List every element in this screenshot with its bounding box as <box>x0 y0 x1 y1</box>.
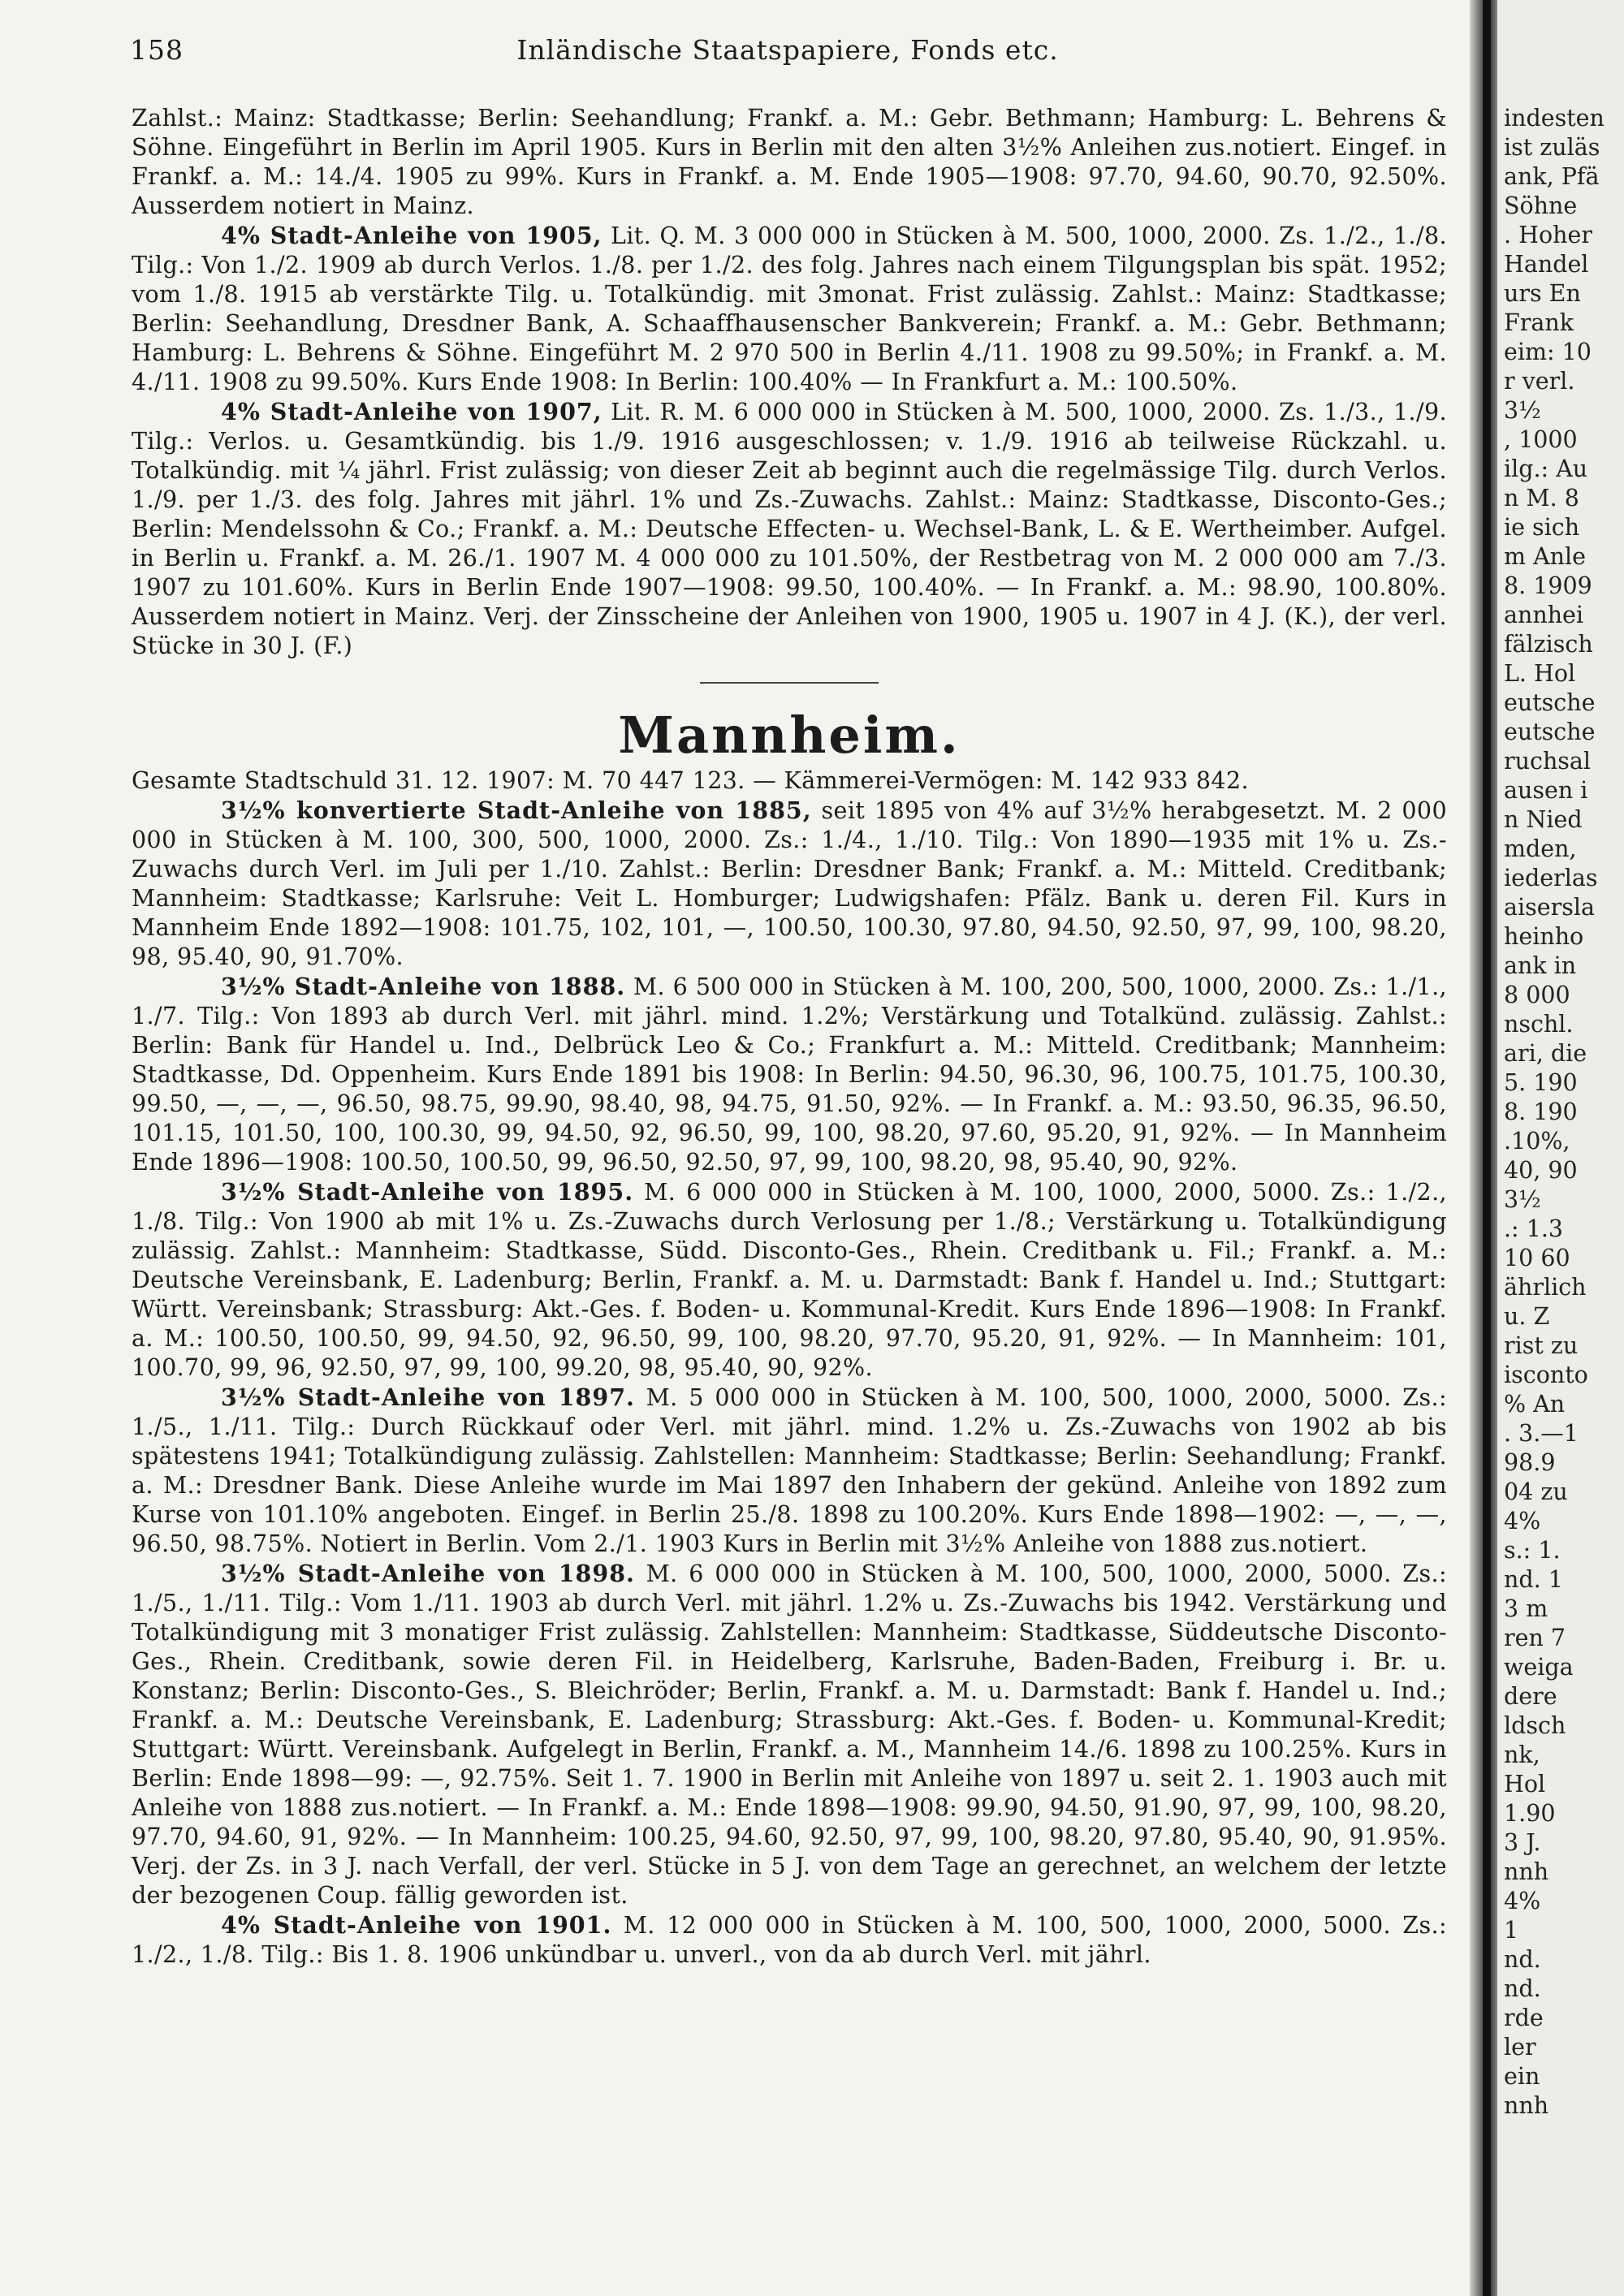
fragment-line: mden, <box>1504 835 1577 862</box>
fragment-line: ährlich <box>1504 1274 1587 1301</box>
loan-text: M. 6 000 000 in Stücken à M. 100, 1000, 2000, 5000. Zs.: 1./2., 1./8. Tilg.: Von 1900 ab mit 1% u. Zs.-Zuwachs durch Verlosung per 1./8.; Verstärkung u. Totalkündigung zulässig. Zahlst.: Mannheim: Stadtkasse, Südd. Disconto-Ges., Rhein. Creditbank u. Fil.; Frankf. a. M.: Deutsche Vereinsbank, E. Ladenburg; Berlin, Frankf. a. M. u. Darmstadt: Bank f. Handel u. Ind.; Stuttgart: Württ. Vereinsbank; Strassburg: Akt.-Ges. f. Boden- u. Kommunal-Kredit. Kurs Ende 1896—1908: In Frankf. a. M.: 100.50, 100.50, 99, 94.50, 92, 96.50, 99, 100, 98.20, 97.70, 95.20, 91, 92%. — In Mannheim: 101, 100.70, 99, 96, 92.50, 97, 99, 100, 99.20, 98, 95.40, 90, 92%. <box>132 1179 1447 1381</box>
fragment-line: eutsche <box>1504 689 1596 716</box>
fragment-line: . 3.—1 <box>1504 1420 1579 1447</box>
fragment-line: 5. 190 <box>1504 1069 1578 1096</box>
fragment-line: ank, Pfä <box>1504 163 1600 190</box>
facing-page-edge <box>1497 0 1624 2296</box>
fragment-line: 1.90 <box>1504 1800 1556 1827</box>
fragment-line: ruchsal <box>1504 748 1592 775</box>
fragment-line: u. Z <box>1504 1303 1550 1330</box>
fragment-line: ren 7 <box>1504 1625 1566 1651</box>
fragment-line: urs En <box>1504 280 1581 307</box>
page-body <box>132 104 1447 1970</box>
page-header <box>130 34 1445 70</box>
fragment-line: dere <box>1504 1683 1557 1710</box>
page-number: 158 <box>130 34 184 66</box>
fragment-line: isconto <box>1504 1362 1588 1388</box>
fragment-line: nd. 1 <box>1504 1566 1563 1593</box>
fragment-line: ausen i <box>1504 777 1588 804</box>
mannheim-intro: Gesamte Stadtschuld 31. 12. 1907: M. 70 447 123. — Kämmerei-Vermögen: M. 142 933 842. <box>132 767 1249 794</box>
fragment-line: eutsche <box>1504 719 1596 745</box>
loan-heading: 4% Stadt-Anleihe von 1901. <box>221 1911 612 1939</box>
fragment-line: r verl. <box>1504 368 1575 395</box>
mannheim-loan-1897 <box>132 1383 1447 1559</box>
fragment-line: 10 60 <box>1504 1245 1570 1271</box>
loan-heading: 3½% Stadt-Anleihe von 1888. <box>221 973 626 1000</box>
fragment-line: iederlas <box>1504 865 1598 891</box>
fragment-line: nd. <box>1504 1946 1541 1973</box>
loan-text: Lit. R. M. 6 000 000 in Stücken à M. 500, 1000, 2000. Zs. 1./3., 1./9. Tilg.: Verlos. u. Gesamtkündig. bis 1./9. 1916 ausgeschlossen; v. 1./9. 1916 ab teilweise Rückzahl. u. Totalkündig. mit ¼ jährl. Frist zulässig; von dieser Zeit ab beginnt auch die regelmässige Tilg. durch Verlos. 1./9. per 1./3. des folg. Jahres mit jährl. 1% und Zs.-Zuwachs. Zahlst.: Mainz: Stadtkasse, Disconto-Ges.; Berlin: Mendelssohn & Co.; Frankf. a. M.: Deutsche Effecten- u. Wechsel-Bank, L. & E. Wertheimber. Aufgel. in Berlin u. Frankf. a. M. 26./1. 1907 M. 4 000 000 zu 101.50%, der Restbetrag von M. 2 000 000 am 7./3. 1907 zu 101.60%. Kurs in Berlin Ende 1907—1908: 99.50, 100.40%. — In Frankf. a. M.: 98.90, 100.80%. Ausserdem notiert in Mainz. Verj. der Zinsscheine der Anleihen von 1900, 1905 u. 1907 in 4 J. (K.), der verl. Stücke in 30 J. (F.) <box>132 399 1447 659</box>
city-heading-mannheim: Mannheim. <box>618 706 961 765</box>
loan-heading: 3½% konvertierte Stadt-Anleihe von 1885, <box>221 796 812 824</box>
fragment-line: n M. 8 <box>1504 485 1579 511</box>
loan-heading: 3½% Stadt-Anleihe von 1897. <box>221 1383 635 1411</box>
fragment-line: heinho <box>1504 923 1584 950</box>
fragment-line: , 1000 <box>1504 426 1578 453</box>
mainz-loan-1905 <box>132 221 1447 397</box>
loan-text: M. 6 000 000 in Stücken à M. 100, 500, 1000, 2000, 5000. Zs.: 1./5., 1./11. Tilg.: Vom 1./11. 1903 ab durch Verl. mit jährl. 1.2% u. Zs.-Zuwachs bis 1942. Verstärkung und Totalkündigung mit 3 monatiger Frist zulässig. Zahlstellen: Mannheim: Stadtkasse, Süddeutsche Disconto-Ges., Rhein. Creditbank, sowie deren Fil. in Heidelberg, Karlsruhe, Baden-Baden, Freiburg i. Br. u. Konstanz; Berlin: Disconto-Ges., S. Bleichröder; Berlin, Frankf. a. M. u. Darmstadt: Bank f. Handel u. Ind.; Frankf. a. M.: Deutsche Vereinsbank, E. Ladenburg; Strassburg: Akt.-Ges. f. Boden- u. Kommunal-Kredit; Stuttgart: Württ. Vereinsbank. Aufgelegt in Berlin, Frankf. a. M., Mannheim 14./6. 1898 zu 100.25%. Kurs in Berlin: Ende 1898—99: —, 92.75%. Seit 1. 7. 1900 in Berlin mit Anleihe von 1897 u. seit 2. 1. 1903 auch mit Anleihe von 1888 zus.notiert. — In Frankf. a. M.: Ende 1898—1908: 99.90, 94.50, 91.90, 97, 99, 100, 98.20, 97.70, 94.60, 91, 92%. — In Mannheim: 100.25, 94.60, 92.50, 97, 99, 100, 98.20, 97.80, 95.40, 90, 91.95%. Verj. der Zs. in 3 J. nach Verfall, der verl. Stücke in 5 J. von dem Tage an gerechnet, an welchem der letzte der bezogenen Coup. fällig geworden ist. <box>132 1560 1447 1909</box>
fragment-line: s.: 1. <box>1504 1537 1561 1564</box>
running-title: Inländische Staatspapiere, Fonds etc. <box>516 34 1059 66</box>
fragment-line: % An <box>1504 1391 1566 1418</box>
loan-heading: 4% Stadt-Anleihe von 1905, <box>221 222 603 249</box>
fragment-line: nnh <box>1504 2092 1549 2119</box>
mannheim-loan-1901 <box>132 1910 1447 1970</box>
section-divider <box>700 682 879 684</box>
fragment-line: ist zuläs <box>1504 134 1600 161</box>
fragment-line: indesten <box>1504 105 1605 132</box>
fragment-line: ler <box>1504 2034 1536 2061</box>
mainz-paragraph-zahlstellen: Zahlst.: Mainz: Stadtkasse; Berlin: Seehandlung; Frankf. a. M.: Gebr. Bethmann; Hamburg: L. Behrens & Söhne. Eingeführt in Berlin im April 1905. Kurs in Berlin mit den alten 3½% Anleihen zus.notiert. Eingef. in Frankf. a. M.: 14./4. 1905 zu 99%. Kurs in Frankf. a. M. Ende 1905—1908: 97.70, 94.60, 90.70, 92.50%. Ausserdem notiert in Mainz. <box>132 105 1447 219</box>
fragment-line: .10%, <box>1504 1128 1570 1154</box>
fragment-line: nd. <box>1504 1975 1541 2002</box>
fragment-line: ldsch <box>1504 1712 1566 1739</box>
fragment-line: 40, 90 <box>1504 1157 1578 1184</box>
fragment-line: n Nied <box>1504 806 1583 833</box>
mannheim-loan-1895 <box>132 1177 1447 1383</box>
fragment-line: Frank <box>1504 309 1574 336</box>
fragment-line: nk, <box>1504 1741 1540 1768</box>
fragment-line: 4% <box>1504 1508 1541 1534</box>
loan-text: M. 12 000 000 in Stücken à M. 100, 500, 1000, 2000, 5000. Zs.: 1./2., 1./8. Tilg.: Bis 1. 8. 1906 unkündbar u. unverl., von da ab durch Verl. mit jährl. <box>132 1912 1447 1968</box>
fragment-line: .: 1.3 <box>1504 1215 1564 1242</box>
fragment-line: 04 zu <box>1504 1478 1568 1505</box>
fragment-line: rde <box>1504 2005 1544 2031</box>
fragment-line: aisersla <box>1504 894 1595 921</box>
fragment-line: 3 J. <box>1504 1829 1541 1856</box>
loan-heading: 4% Stadt-Anleihe von 1907, <box>221 398 603 425</box>
fragment-line: 3 m <box>1504 1595 1548 1622</box>
loan-text: M. 6 500 000 in Stücken à M. 100, 200, 500, 1000, 2000. Zs.: 1./1., 1./7. Tilg.: Von 1893 ab durch Verl. mit jährl. mind. 1.2%; Verstärkung und Totalkünd. zulässig. Zahlst.: Berlin: Bank für Handel u. Ind., Delbrück Leo & Co.; Frankfurt a. M.: Mitteld. Creditbank; Mannheim: Stadtkasse, Dd. Oppenheim. Kurs Ende 1891 bis 1908: In Berlin: 94.50, 96.30, 96, 100.75, 101.75, 100.30, 99.50, —, —, —, 96.50, 98.75, 99.90, 98.40, 98, 94.75, 91.50, 92%. — In Frankf. a. M.: 93.50, 96.35, 96.50, 101.15, 101.50, 100, 100.30, 99, 94.50, 92, 96.50, 99, 100, 98.20, 97.60, 95.20, 91, 92%. — In Mannheim Ende 1896—1908: 100.50, 100.50, 99, 96.50, 92.50, 97, 99, 100, 98.20, 98, 95.40, 90, 92%. <box>132 973 1447 1176</box>
fragment-line: ilg.: Au <box>1504 455 1588 482</box>
fragment-line: ie sich <box>1504 514 1580 541</box>
mannheim-loan-1888 <box>132 972 1447 1177</box>
fragment-line: 1 <box>1504 1917 1519 1944</box>
fragment-line: L. Hol <box>1504 660 1576 687</box>
mainz-loan-1907 <box>132 397 1447 661</box>
loan-text: seit 1895 von 4% auf 3½% herabgesetzt. M. 2 000 000 in Stücken à M. 100, 300, 500, 1000, 2000. Zs.: 1./4., 1./10. Tilg.: Von 1890—1935 mit 1% u. Zs.-Zuwachs durch Verl. im Juli per 1./10. Zahlst.: Berlin: Dresdner Bank; Frankf. a. M.: Mitteld. Creditbank; Mannheim: Stadtkasse; Karlsruhe: Veit L. Homburger; Ludwigshafen: Pfälz. Bank u. deren Fil. Kurs in Mannheim Ende 1892—1908: 101.75, 102, 101, —, 100.50, 100.30, 97.80, 94.50, 92.50, 97, 99, 100, 98.20, 98, 95.40, 90, 91.70%. <box>132 797 1447 970</box>
fragment-line: Hol <box>1504 1771 1546 1798</box>
fragment-line: ari, die <box>1504 1040 1587 1067</box>
fragment-line: fälzisch <box>1504 631 1593 658</box>
fragment-line: weiga <box>1504 1654 1574 1681</box>
fragment-line: 8 000 <box>1504 982 1570 1008</box>
fragment-line: ein <box>1504 2063 1540 2090</box>
mannheim-loan-1885 <box>132 796 1447 972</box>
fragment-line: m Anle <box>1504 543 1587 570</box>
fragment-line: eim: 10 <box>1504 339 1592 365</box>
fragment-line: Söhne <box>1504 192 1578 219</box>
loan-heading: 3½% Stadt-Anleihe von 1898. <box>221 1560 635 1587</box>
fragment-line: nschl. <box>1504 1011 1574 1038</box>
fragment-line: 4% <box>1504 1888 1541 1914</box>
fragment-line: Handel <box>1504 251 1589 278</box>
fragment-line: . Hoher <box>1504 222 1592 248</box>
loan-heading: 3½% Stadt-Anleihe von 1895. <box>221 1178 634 1206</box>
fragment-line: annhei <box>1504 602 1584 628</box>
loan-text: Lit. Q. M. 3 000 000 in Stücken à M. 500, 1000, 2000. Zs. 1./2., 1./8. Tilg.: Von 1./2. 1909 ab durch Verlos. 1./8. per 1./2. des folg. Jahres nach einem Tilgungsplan bis spät. 1952; vom 1./8. 1915 ab verstärkte Tilg. u. Totalkündig. mit 3monat. Frist zulässig. Zahlst.: Mainz: Stadtkasse; Berlin: Seehandlung, Dresdner Bank, A. Schaaffhausenscher Bankverein; Frankf. a. M.: Gebr. Bethmann; Hamburg: L. Behrens & Söhne. Eingeführt M. 2 970 500 in Berlin 4./11. 1908 zu 99.50%; in Frankf. a. M. 4./11. 1908 zu 99.50%. Kurs Ende 1908: In Berlin: 100.40% — In Frankfurt a. M.: 100.50%. <box>132 222 1447 395</box>
loan-text: M. 5 000 000 in Stücken à M. 100, 500, 1000, 2000, 5000. Zs.: 1./5., 1./11. Tilg.: Durch Rückkauf oder Verl. mit jährl. mind. 1.2% u. Zs.-Zuwachs von 1902 ab bis spätestens 1941; Totalkündigung zulässig. Zahlstellen: Mannheim: Stadtkasse; Berlin: Seehandlung; Frankf. a. M.: Dresdner Bank. Diese Anleihe wurde im Mai 1897 den Inhabern der gekünd. Anleihe von 1892 zum Kurse von 101.10% angeboten. Eingef. in Berlin 25./8. 1898 zu 100.20%. Kurs Ende 1898—1902: —, —, —, 96.50, 98.75%. Notiert in Berlin. Vom 2./1. 1903 Kurs in Berlin mit 3½% Anleihe von 1888 zus.notiert. <box>132 1384 1447 1557</box>
fragment-line: 8. 1909 <box>1504 572 1592 599</box>
fragment-line: nnh <box>1504 1858 1549 1885</box>
book-spine-shadow <box>1483 0 1491 2296</box>
fragment-line: rist zu <box>1504 1332 1579 1359</box>
fragment-line: 3½ <box>1504 397 1541 424</box>
fragment-line: ank in <box>1504 952 1577 979</box>
fragment-line: 8. 190 <box>1504 1098 1578 1125</box>
fragment-line: 3½ <box>1504 1186 1541 1213</box>
mannheim-loan-1898 <box>132 1559 1447 1910</box>
fragment-line: 98.9 <box>1504 1449 1556 1476</box>
facing-page-text-fragments <box>1504 104 1605 2121</box>
